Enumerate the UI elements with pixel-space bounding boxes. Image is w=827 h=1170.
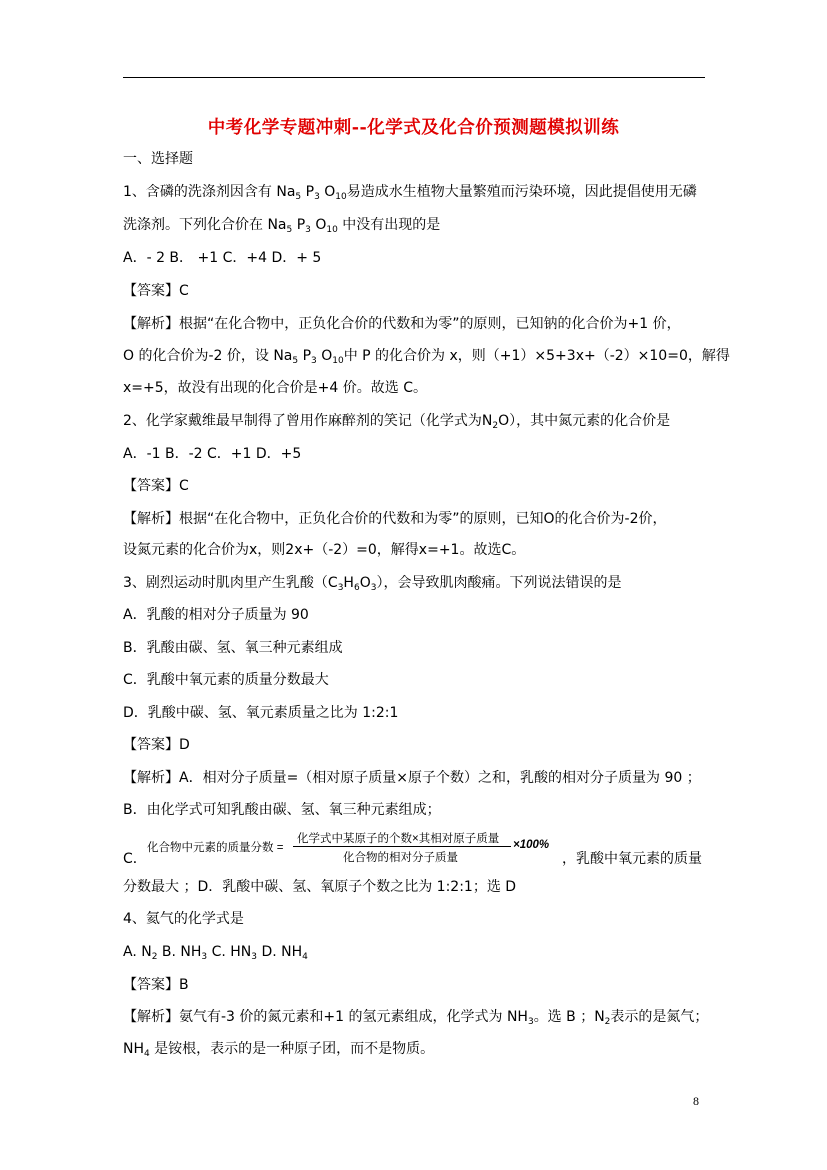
page-title: 中考化学专题冲刺--化学式及化合价预测题模拟训练 xyxy=(207,118,620,138)
q4-stem: 4、氦气的化学式是 xyxy=(123,911,244,927)
q1-explanation-line3: x=+5，故没有出现的化合价是+4 价。故选 C。 xyxy=(123,380,427,396)
q1-stem-line2: 洗涤剂。下列化合价在 $Na_5$ $P_3$ $O_{10}$ 中没有出现的是 xyxy=(123,217,441,235)
q3-option-a: A．乳酸的相对分子质量为 90 xyxy=(123,607,309,623)
q4-options: A. $N_2$ B. $NH_3$ C. $HN_3$ D. $NH_4$ xyxy=(123,944,308,962)
formula-numerator: 化学式中某原子的个数×其相对原子质量 xyxy=(297,833,500,845)
page-number: 8 xyxy=(693,1094,699,1108)
q1-explanation-line1: 【解析】根据“在化合物中，正负化合价的代数和为零”的原则，已知钠的化合价为+1 价， xyxy=(123,316,681,332)
q1-stem-line1: 1、含磷的洗涤剂因含有 $Na_5$ $P_3$ $O_{10}$易造成水生植物大量繁殖而污染环境，因此提倡使用无磷 xyxy=(123,184,697,202)
q2-options: A．-1 B．-2 C．+1 D．+5 xyxy=(123,446,302,462)
q3-explanation-line1: 【解析】A．相对分子质量=（相对原子质量×原子个数）之和，乳酸的相对分子质量为 90 ； xyxy=(123,770,701,786)
q2-explanation-line2: 设氮元素的化合价为x，则2x+（-2）=0，解得x=+1。故选C。 xyxy=(123,542,526,558)
fraction-bar xyxy=(293,846,511,847)
q3-answer: 【答案】D xyxy=(123,737,190,753)
formula-lhs: 化合物中元素的质量分数 = xyxy=(147,842,284,854)
formula-denominator: 化合物的相对分子质量 xyxy=(343,852,458,864)
q3-stem: 3、剧烈运动时肌肉里产生乳酸$(C_3H_6O_3)$，会导致肌肉酸痛。下列说法错误的是 xyxy=(123,575,622,593)
q1-explanation-line2: O 的化合价为-2 价，设 $Na_5$ $P_3$ $O_{10}$中 P 的化合价为 x，则（+1）×5+3x+（-2）×10=0，解得 xyxy=(123,348,730,366)
q4-explanation-line1: 【解析】氨气有-3 价的氮元素和+1 的氢元素组成，化学式为 $NH_3$。选 B ；$N_2$表示的是氮气； xyxy=(123,1009,709,1027)
q3-option-b: B．乳酸由碳、氢、氧三种元素组成 xyxy=(123,640,343,656)
header-rule xyxy=(123,77,705,78)
q4-explanation-line2: $NH_4$ 是铵根，表示的是一种原子团，而不是物质。 xyxy=(123,1041,435,1059)
q3-option-d: D．乳酸中碳、氢、氧元素质量之比为 1:2:1 xyxy=(123,705,399,721)
q1-answer: 【答案】C xyxy=(123,283,189,299)
q4-answer: 【答案】B xyxy=(123,977,189,993)
section-heading: 一、选择题 xyxy=(123,151,193,167)
q3-option-c: C．乳酸中氧元素的质量分数最大 xyxy=(123,672,329,688)
q3-explanation-line2: B．由化学式可知乳酸由碳、氢、氧三种元素组成； xyxy=(123,802,441,818)
q3-explanation-line4: 分数最大 ；D．乳酸中碳、氢、氧原子个数之比为 1:2:1；选 D xyxy=(123,879,517,895)
q3-explanation-line3-suffix: ，乳酸中氧元素的质量 xyxy=(562,851,702,867)
formula-percent: ×100% xyxy=(513,839,550,851)
q2-stem: 2、化学家戴维最早制得了曾用作麻醉剂的笑记（化学式为$N_2O$），其中氮元素的化合价是 xyxy=(123,413,671,431)
q2-explanation-line1: 【解析】根据“在化合物中，正负化合价的代数和为零”的原则，已知O的化合价为-2价， xyxy=(123,511,667,527)
q3-explanation-line3-prefix: C． xyxy=(123,851,147,867)
q1-options: A．- 2 B． +1 C．+4 D．+ 5 xyxy=(123,250,322,266)
q2-answer: 【答案】C xyxy=(123,478,189,494)
